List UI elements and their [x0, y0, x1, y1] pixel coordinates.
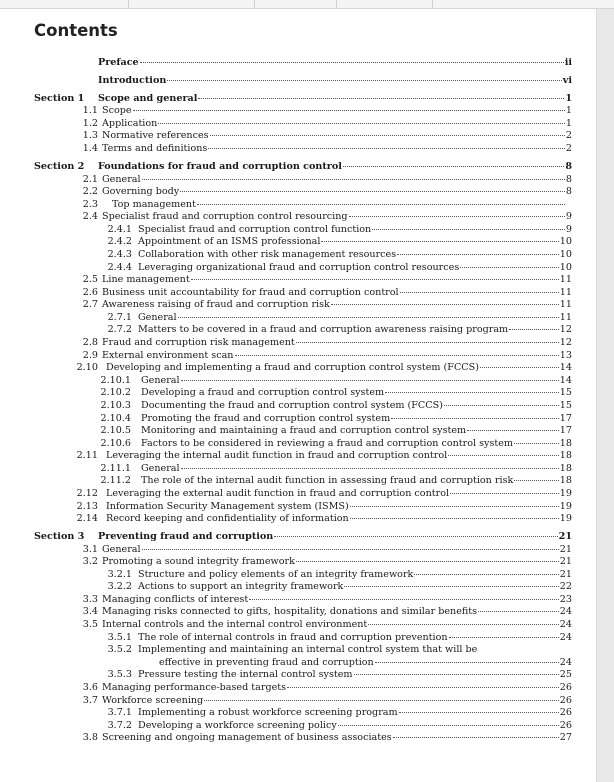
toc-entry-title: Structure and policy elements of an integrity framework — [138, 568, 414, 580]
toc-entry[interactable] — [34, 556, 572, 569]
toc-entry-title: Developing a workforce screening policy — [138, 719, 337, 731]
toc-entry-title: Implementing and maintaining an internal control system that will be — [138, 644, 478, 656]
toc-entry-title: Preface — [98, 57, 139, 68]
toc-entry[interactable] — [34, 438, 572, 451]
toc-entry-title: The role of internal controls in fraud and corruption prevention — [138, 631, 448, 643]
toc-page-number: 12 — [559, 324, 572, 336]
toc-entry-number: 3.2 — [82, 556, 98, 568]
toc-entry-number: 2.11.2 — [100, 475, 131, 487]
toc-entry-title: Monitoring and maintaining a fraud and corruption control system — [141, 425, 467, 437]
toc-entry[interactable] — [34, 619, 572, 632]
toc-leader-dots — [399, 711, 559, 713]
toc-leader-dots — [321, 240, 558, 242]
toc-entry-number: 2.10 — [76, 362, 98, 374]
toc-page-number: 26 — [559, 707, 572, 719]
toc-entry-title: External environment scan — [102, 349, 234, 361]
toc-page-number: 19 — [559, 513, 572, 525]
toc-entry-number: 3.5 — [82, 619, 98, 631]
toc-entry[interactable] — [34, 236, 572, 249]
toc-leader-dots — [467, 429, 559, 431]
toc-entry-number: 3.8 — [82, 732, 98, 744]
toc-entry-number: 2.12 — [76, 487, 98, 499]
toc-page-number: 1 — [565, 92, 572, 104]
toc-page-number: 10 — [559, 236, 572, 248]
toc-entry-number: 3.1 — [82, 543, 98, 555]
toc-page-number: 26 — [559, 719, 572, 731]
toc-entry[interactable] — [34, 488, 572, 501]
toc-entry[interactable] — [34, 425, 572, 438]
toc-page-number: 14 — [559, 362, 572, 374]
toc-page-number: 8 — [565, 186, 572, 198]
toc-page-number: 2 — [565, 130, 572, 142]
toc-entry-title: Workforce screening — [102, 694, 204, 706]
toc-entry-number: 2.2 — [82, 186, 98, 198]
toc-leader-dots — [180, 190, 565, 192]
toc-entry[interactable] — [34, 299, 572, 312]
toc-entry-title: General — [138, 311, 177, 323]
toc-entry[interactable] — [34, 224, 572, 237]
toc-entry-title: Implementing a robust workforce screening program — [138, 707, 398, 719]
toolbar-divider — [254, 0, 255, 8]
document-page — [0, 9, 596, 782]
toc-section-entry[interactable] — [34, 57, 572, 70]
toc-entry[interactable] — [34, 720, 572, 733]
toc-entry[interactable] — [34, 249, 572, 262]
toc-entry-number: 3.5.2 — [107, 644, 132, 656]
toc-entry-title: Matters to be covered in a fraud and corruption awareness raising program — [138, 324, 509, 336]
toc-entry-number: 3.4 — [82, 606, 98, 618]
toc-entry[interactable] — [34, 644, 572, 657]
toc-entry-number: 3.7.2 — [107, 719, 132, 731]
toc-entry-number: 2.14 — [76, 513, 98, 525]
toc-entry[interactable] — [34, 463, 572, 476]
toc-entry[interactable] — [34, 118, 572, 131]
toc-entry[interactable] — [34, 324, 572, 337]
toc-entry-title: General — [141, 462, 180, 474]
toc-entry[interactable] — [34, 501, 572, 514]
toc-entry-number: 2.11 — [76, 450, 98, 462]
toc-entry-title: Collaboration with other risk management resources — [138, 248, 397, 260]
toc-entry-number: 2.1 — [82, 173, 98, 185]
toc-leader-dots — [375, 661, 559, 663]
toc-entry-number: 2.4.2 — [107, 236, 132, 248]
toc-entry-number: 2.7.2 — [107, 324, 132, 336]
toc-page-number: 26 — [559, 694, 572, 706]
toc-entry-number: 2.13 — [76, 500, 98, 512]
top-toolbar-strip — [0, 0, 614, 9]
toc-leader-dots — [449, 636, 559, 638]
toc-page-number: 21 — [559, 556, 572, 568]
toc-entry-number: 3.7.1 — [107, 707, 132, 719]
toc-entry[interactable] — [34, 312, 572, 325]
toc-page-number: 18 — [559, 462, 572, 474]
toc-leader-dots — [296, 341, 559, 343]
toc-leader-dots — [274, 535, 557, 537]
toc-page-number: 9 — [565, 211, 572, 223]
toc-leader-dots — [204, 699, 559, 701]
toc-leader-dots — [444, 404, 559, 406]
toc-entry-title: General — [102, 543, 141, 555]
toc-leader-dots — [198, 97, 564, 99]
toc-entry[interactable] — [34, 450, 572, 463]
toc-leader-dots — [414, 573, 558, 575]
toc-leader-dots — [349, 215, 565, 217]
table-of-contents — [34, 57, 572, 745]
toolbar-divider — [336, 0, 337, 8]
toc-leader-dots — [167, 79, 561, 81]
toc-leader-dots — [397, 253, 559, 255]
toc-entry[interactable] — [34, 130, 572, 143]
toc-leader-dots — [450, 492, 559, 494]
toc-entry[interactable] — [34, 186, 572, 199]
toc-entry[interactable] — [34, 657, 572, 670]
toc-entry-title: Pressure testing the internal control system — [138, 669, 353, 681]
toc-leader-dots — [460, 266, 559, 268]
toc-entry-number: 2.10.3 — [100, 399, 131, 411]
toc-entry[interactable] — [34, 262, 572, 275]
toc-leader-dots — [133, 109, 565, 111]
toc-entry-title: Introduction — [98, 74, 167, 86]
toc-entry-number: 3.5.3 — [107, 669, 132, 681]
toc-entry-title: Scope — [102, 105, 132, 117]
toc-page-number: 24 — [559, 631, 572, 643]
toc-entry[interactable] — [34, 337, 572, 350]
toc-entry[interactable] — [34, 707, 572, 720]
toc-entry[interactable] — [34, 274, 572, 287]
toc-leader-dots — [191, 278, 559, 280]
toc-entry-title: Managing conflicts of interest — [102, 593, 249, 605]
toc-page-number: 13 — [559, 349, 572, 361]
toc-entry[interactable] — [34, 143, 572, 156]
toc-entry-number: 2.11.1 — [100, 462, 131, 474]
toc-entry-title: Screening and ongoing management of business associates — [102, 732, 392, 744]
toc-entry-title: effective in preventing fraud and corruption — [159, 656, 374, 668]
toc-entry-number: 3.7 — [82, 694, 98, 706]
toc-entry[interactable] — [34, 400, 572, 413]
toc-page-number: 19 — [559, 487, 572, 499]
toc-section-entry[interactable] — [34, 531, 572, 544]
toc-leader-dots — [208, 147, 565, 149]
toc-page-number: 21 — [558, 531, 572, 542]
toc-entry[interactable] — [34, 105, 572, 118]
toc-entry-title: Specialist fraud and corruption control function — [138, 223, 372, 235]
toc-entry-title: Record keeping and confidentiality of information — [106, 513, 349, 525]
toc-entry-title: General — [141, 374, 180, 386]
toc-leader-dots — [509, 328, 559, 330]
toc-entry-number: 3.2.1 — [107, 568, 132, 580]
toc-entry[interactable] — [34, 475, 572, 488]
toc-page-number: 19 — [559, 500, 572, 512]
toc-entry-title: Preventing fraud and corruption — [98, 531, 274, 542]
toc-entry-title: Documenting the fraud and corruption control system (FCCS) — [141, 399, 443, 411]
toc-leader-dots — [235, 354, 559, 356]
toc-leader-dots — [393, 736, 559, 738]
toc-page-number: vi — [562, 74, 572, 86]
toc-page-number: 11 — [559, 274, 572, 286]
toc-entry[interactable] — [34, 544, 572, 557]
toc-page-number: 9 — [565, 223, 572, 235]
toc-entry-number: 1.4 — [82, 143, 98, 155]
toc-entry-title: Managing performance-based targets — [102, 681, 287, 693]
toc-entry[interactable] — [34, 682, 572, 695]
toc-entry-title: Internal controls and the internal control environment — [102, 619, 368, 631]
toc-entry-number: 2.4.4 — [107, 261, 132, 273]
toc-leader-dots — [514, 479, 558, 481]
toc-entry-number: 1.2 — [82, 117, 98, 129]
toc-leader-dots — [181, 467, 559, 469]
toc-entry-number: 2.5 — [82, 274, 98, 286]
toc-page-number: 12 — [559, 337, 572, 349]
toc-page-number: 18 — [559, 437, 572, 449]
toc-section-label: Section 3 — [34, 531, 85, 542]
toc-entry-title: Fraud and corruption risk management — [102, 337, 295, 349]
toc-page-number: 23 — [559, 593, 572, 605]
toc-entry-title: Managing risks connected to gifts, hospitality, donations and similar benefits — [102, 606, 478, 618]
toc-entry[interactable] — [34, 413, 572, 426]
toc-page-number: 24 — [559, 656, 572, 668]
page-title: Contents — [34, 21, 118, 40]
toc-page-number: 25 — [559, 669, 572, 681]
toc-leader-dots — [178, 316, 559, 318]
toc-entry-title: Actions to support an integrity framework — [138, 581, 344, 593]
toc-leader-dots — [331, 303, 559, 305]
toc-entry-number: 2.7 — [82, 299, 98, 311]
toc-entry-title: Leveraging the external audit function in fraud and corruption control — [106, 487, 450, 499]
toc-entry-number: 2.4.1 — [107, 223, 132, 235]
toc-leader-dots — [197, 203, 565, 205]
toc-page-number: 18 — [559, 450, 572, 462]
toc-page-number: 11 — [559, 311, 572, 323]
toc-entry-title: Terms and definitions — [102, 143, 208, 155]
toc-page-number: 10 — [559, 261, 572, 273]
toc-section-label: Section 1 — [34, 92, 85, 104]
toolbar-divider — [128, 0, 129, 8]
toc-page-number: ii — [564, 57, 572, 68]
toc-entry[interactable] — [34, 695, 572, 708]
toc-entry[interactable] — [34, 594, 572, 607]
toc-section-entry[interactable] — [34, 161, 572, 174]
toc-page-number: 1 — [565, 105, 572, 117]
toc-entry-title: Appointment of an ISMS professional — [138, 236, 321, 248]
toc-page-number: 15 — [559, 387, 572, 399]
toc-leader-dots — [140, 61, 564, 63]
toc-page-number: 26 — [559, 681, 572, 693]
toc-leader-dots — [368, 623, 559, 625]
toc-section-label: Section 2 — [34, 160, 85, 172]
toc-page-number: 17 — [559, 412, 572, 424]
toc-entry-number: 3.6 — [82, 681, 98, 693]
toc-entry[interactable] — [34, 362, 572, 375]
toc-entry-title: Promoting the fraud and corruption control system — [141, 412, 391, 424]
toc-entry-title: Top management — [112, 198, 196, 210]
toc-leader-dots — [142, 548, 559, 550]
toc-entry-title: Awareness raising of fraud and corruption risk — [102, 299, 330, 311]
toc-entry-number: 2.9 — [82, 349, 98, 361]
toc-page-number: 8 — [565, 160, 572, 172]
toc-entry-number: 1.3 — [82, 130, 98, 142]
toc-entry[interactable] — [34, 569, 572, 582]
toc-leader-dots — [514, 442, 559, 444]
toc-page-number: 15 — [559, 399, 572, 411]
toc-entry-number: 2.10.5 — [100, 425, 131, 437]
toc-entry-number: 2.10.6 — [100, 437, 131, 449]
toc-entry-number: 2.4 — [82, 211, 98, 223]
toc-leader-dots — [350, 505, 559, 507]
toc-entry-title: Developing a fraud and corruption control system — [141, 387, 385, 399]
toc-leader-dots — [181, 379, 559, 381]
toc-page-number: 22 — [559, 581, 572, 593]
toc-entry-number: 2.10.2 — [100, 387, 131, 399]
toc-leader-dots — [287, 686, 559, 688]
toc-entry-number: 2.8 — [82, 337, 98, 349]
toc-leader-dots — [249, 598, 559, 600]
toc-entry-number: 3.2.2 — [107, 581, 132, 593]
toc-leader-dots — [350, 517, 559, 519]
toc-entry-title: Foundations for fraud and corruption control — [98, 160, 342, 172]
toc-entry-number: 2.10.1 — [100, 374, 131, 386]
toc-page-number: 14 — [559, 374, 572, 386]
toc-entry[interactable] — [34, 669, 572, 682]
toc-leader-dots — [385, 391, 559, 393]
toc-entry-title: Developing and implementing a fraud and corruption control system (FCCS) — [106, 362, 479, 374]
toc-entry-title: Application — [102, 117, 158, 129]
toc-entry-title: Leveraging organizational fraud and corruption control resources — [138, 261, 460, 273]
toc-entry-title: Factors to be considered in reviewing a fraud and corruption control system — [141, 437, 514, 449]
toc-entry[interactable] — [34, 513, 572, 526]
toc-page-number: 1 — [565, 117, 572, 129]
toc-entry[interactable] — [34, 174, 572, 187]
toc-leader-dots — [400, 291, 559, 293]
toc-leader-dots — [142, 178, 565, 180]
toc-leader-dots — [480, 366, 559, 368]
toc-entry-title: Specialist fraud and corruption control resourcing — [102, 211, 348, 223]
toc-leader-dots — [354, 673, 559, 675]
toolbar-divider — [432, 0, 433, 8]
toc-entry-title: The role of the internal audit function in assessing fraud and corruption risk — [141, 475, 514, 487]
toc-entry-number: 2.7.1 — [107, 311, 132, 323]
toc-page-number: 2 — [565, 143, 572, 155]
toc-entry[interactable] — [34, 287, 572, 300]
toc-page-number: 11 — [559, 286, 572, 298]
toc-leader-dots — [158, 122, 565, 124]
toc-entry[interactable] — [34, 606, 572, 619]
toc-page-number: 27 — [559, 732, 572, 744]
toc-entry-number: 2.6 — [82, 286, 98, 298]
toc-entry-title: Information Security Management system (ISMS) — [106, 500, 349, 512]
toc-entry[interactable] — [34, 211, 572, 224]
toc-section-entry[interactable] — [34, 93, 572, 106]
toc-entry[interactable] — [34, 199, 572, 212]
toc-page-number: 18 — [559, 475, 572, 487]
toc-page-number: 17 — [559, 425, 572, 437]
toc-entry-number: 2.3 — [82, 198, 98, 210]
toc-page-number: 8 — [565, 173, 572, 185]
toc-leader-dots — [338, 724, 559, 726]
toc-leader-dots — [210, 134, 565, 136]
toc-entry-title: Governing body — [102, 186, 180, 198]
toc-page-number: 21 — [559, 568, 572, 580]
toc-entry[interactable] — [34, 387, 572, 400]
toc-leader-dots — [448, 454, 559, 456]
toc-page-number: 10 — [559, 248, 572, 260]
toc-entry-title: Normative references — [102, 130, 209, 142]
toc-entry[interactable] — [34, 581, 572, 594]
toc-entry-number: 3.5.1 — [107, 631, 132, 643]
toc-entry-number: 1.1 — [82, 105, 98, 117]
toc-page-number: 11 — [559, 299, 572, 311]
toc-entry[interactable] — [34, 732, 572, 745]
toc-leader-dots — [344, 585, 558, 587]
toc-entry-number: 3.3 — [82, 593, 98, 605]
toc-entry-title: General — [102, 173, 141, 185]
toc-leader-dots — [478, 610, 559, 612]
toc-leader-dots — [296, 560, 559, 562]
toc-entry-title: Scope and general — [98, 92, 198, 104]
toc-entry[interactable] — [34, 350, 572, 363]
toc-entry[interactable] — [34, 375, 572, 388]
toc-entry[interactable] — [34, 632, 572, 645]
toc-entry-number: 2.10.4 — [100, 412, 131, 424]
toc-page-number: 24 — [559, 619, 572, 631]
toc-section-entry[interactable] — [34, 75, 572, 88]
toc-page-number: 21 — [559, 543, 572, 555]
toc-entry-title: Line management — [102, 274, 190, 286]
toc-leader-dots — [391, 417, 559, 419]
scrollbar-track[interactable] — [596, 9, 614, 782]
toc-entry-title: Leveraging the internal audit function in fraud and corruption control — [106, 450, 448, 462]
toc-leader-dots — [343, 165, 564, 167]
toc-entry-title: Business unit accountability for fraud and corruption control — [102, 286, 399, 298]
toc-entry-title: Promoting a sound integrity framework — [102, 556, 295, 568]
toc-page-number: 24 — [559, 606, 572, 618]
toc-leader-dots — [372, 228, 565, 230]
toc-entry-number: 2.4.3 — [107, 248, 132, 260]
